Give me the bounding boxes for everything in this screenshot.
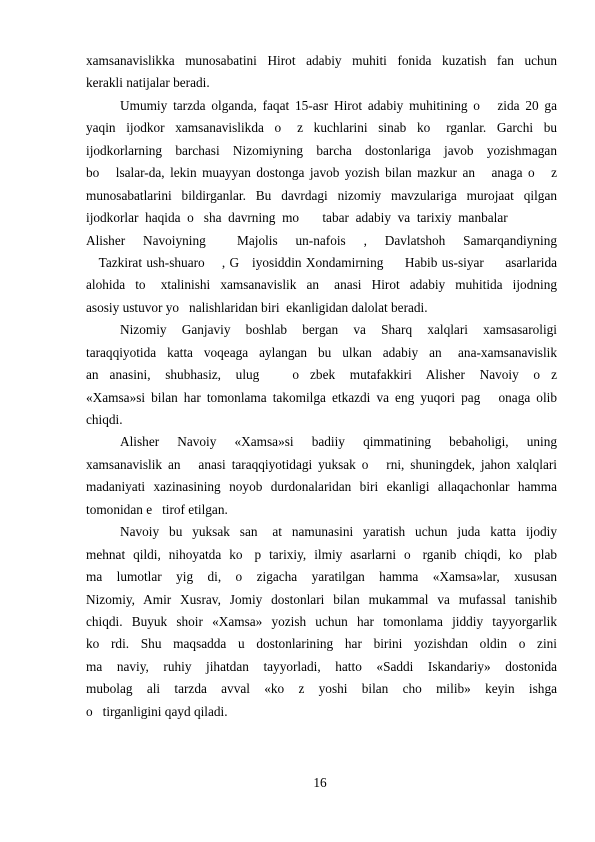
text-line: taraqqiyotida katta voqeaga aylangan bu ulkan adabiy an ana-xamsanavislik (86, 344, 557, 360)
page-number: 16 (313, 775, 327, 790)
text-line: yaqin ijodkor xamsanavislikda o z kuchlarini sinab ko rganlar. Garchi bu (86, 120, 557, 136)
text-line: xamsanavislikka munosabatini Hirot adabiy muhiti fonida kuzatish fan uchun (86, 53, 557, 68)
text-line: an anasini, shubhasiz, ulug o zbek mutafakkiri Alisher Navoiy o z (86, 367, 557, 383)
text-line: kerakli natijalar beradi. (86, 75, 210, 91)
text-line: chiqdi. (86, 412, 123, 427)
text-line: Tazkirat ush-shuaro , G iyosiddin Xondamirning Habib us-siyar asarlarida (86, 254, 557, 270)
text-line: ijodkorlar haqida o sha davrning mo tabar adabiy va tarixiy manbalar (86, 210, 508, 226)
text-line: madaniyati xazinasining noyob durdonalaridan biri ekanligi allaqachonlar hamma (86, 479, 557, 495)
text-line: mehnat qildi, nihoyatda ko p tarixiy, ilmiy asarlarni o rganib chiqdi, ko plab (86, 546, 557, 562)
text-line: Umumiy tarzda olganda, faqat 15-asr Hirot adabiy muhitining o zida 20 ga (120, 97, 557, 113)
text-line: ijodkorlarning barchasi Nizomiyning barcha dostonlariga javob yozishmagan (86, 142, 557, 158)
text-line: mubolag ali tarzda avval «ko z yoshi bilan cho milib» keyin ishga (86, 681, 557, 697)
text-line: ko rdi. Shu maqsadda u dostonlarining har birini yozishdan oldin o zini (86, 636, 557, 652)
text-line: munosabatlarini bildirganlar. Bu davrdagi nizomiy mavzulariga murojaat qilgan (86, 187, 557, 203)
text-line: bo lsalar-da, lekin muayyan dostonga javob yozish bilan mazkur an anaga o z (86, 165, 557, 181)
text-line: Alisher Navoiy «Xamsa»si badiiy qimmatining bebaholigi, uning (120, 434, 557, 450)
text-line: xamsanavislik an anasi taraqqiyotidagi yuksak o rni, shuningdek, jahon xalqlari (86, 456, 557, 472)
body-text (86, 50, 557, 723)
text-line: chiqdi. Buyuk shoir «Xamsa» yozish uchun har tomonlama jiddiy tayyorgarlik (86, 613, 557, 629)
text-line: Alisher Navoiyning Majolis un-nafois , Davlatshoh Samarqandiyning (86, 232, 557, 248)
text-line: ma naviy, ruhiy jihatdan tayyorladi, hatto «Saddi Iskandariy» dostonida (86, 658, 557, 674)
text-line: Nizomiy, Amir Xusrav, Jomiy dostonlari bilan mukammal va mufassal tanishib (86, 591, 557, 607)
text-line: alohida to xtalinishi xamsanavislik an anasi Hirot adabiy muhitida ijodning (86, 277, 557, 293)
text-line: Navoiy bu yuksak san at namunasini yaratish uchun juda katta ijodiy (120, 524, 557, 540)
text-line: tomonidan e tirof etilgan. (86, 501, 228, 517)
text-line: ma lumotlar yig di, o zigacha yaratilgan hamma «Xamsa»lar, xususan (86, 569, 557, 585)
text-line: Nizomiy Ganjaviy boshlab bergan va Sharq xalqlari xamsasaroligi (120, 322, 557, 338)
text-line: asosiy ustuvor yo nalishlaridan biri ekanligidan dalolat beradi. (86, 299, 428, 315)
text-line: o tirganligini qayd qiladi. (86, 703, 228, 719)
text-line: «Xamsa»si bilan har tomonlama takomilga etkazdi va eng yuqori pag onaga olib (86, 389, 557, 405)
